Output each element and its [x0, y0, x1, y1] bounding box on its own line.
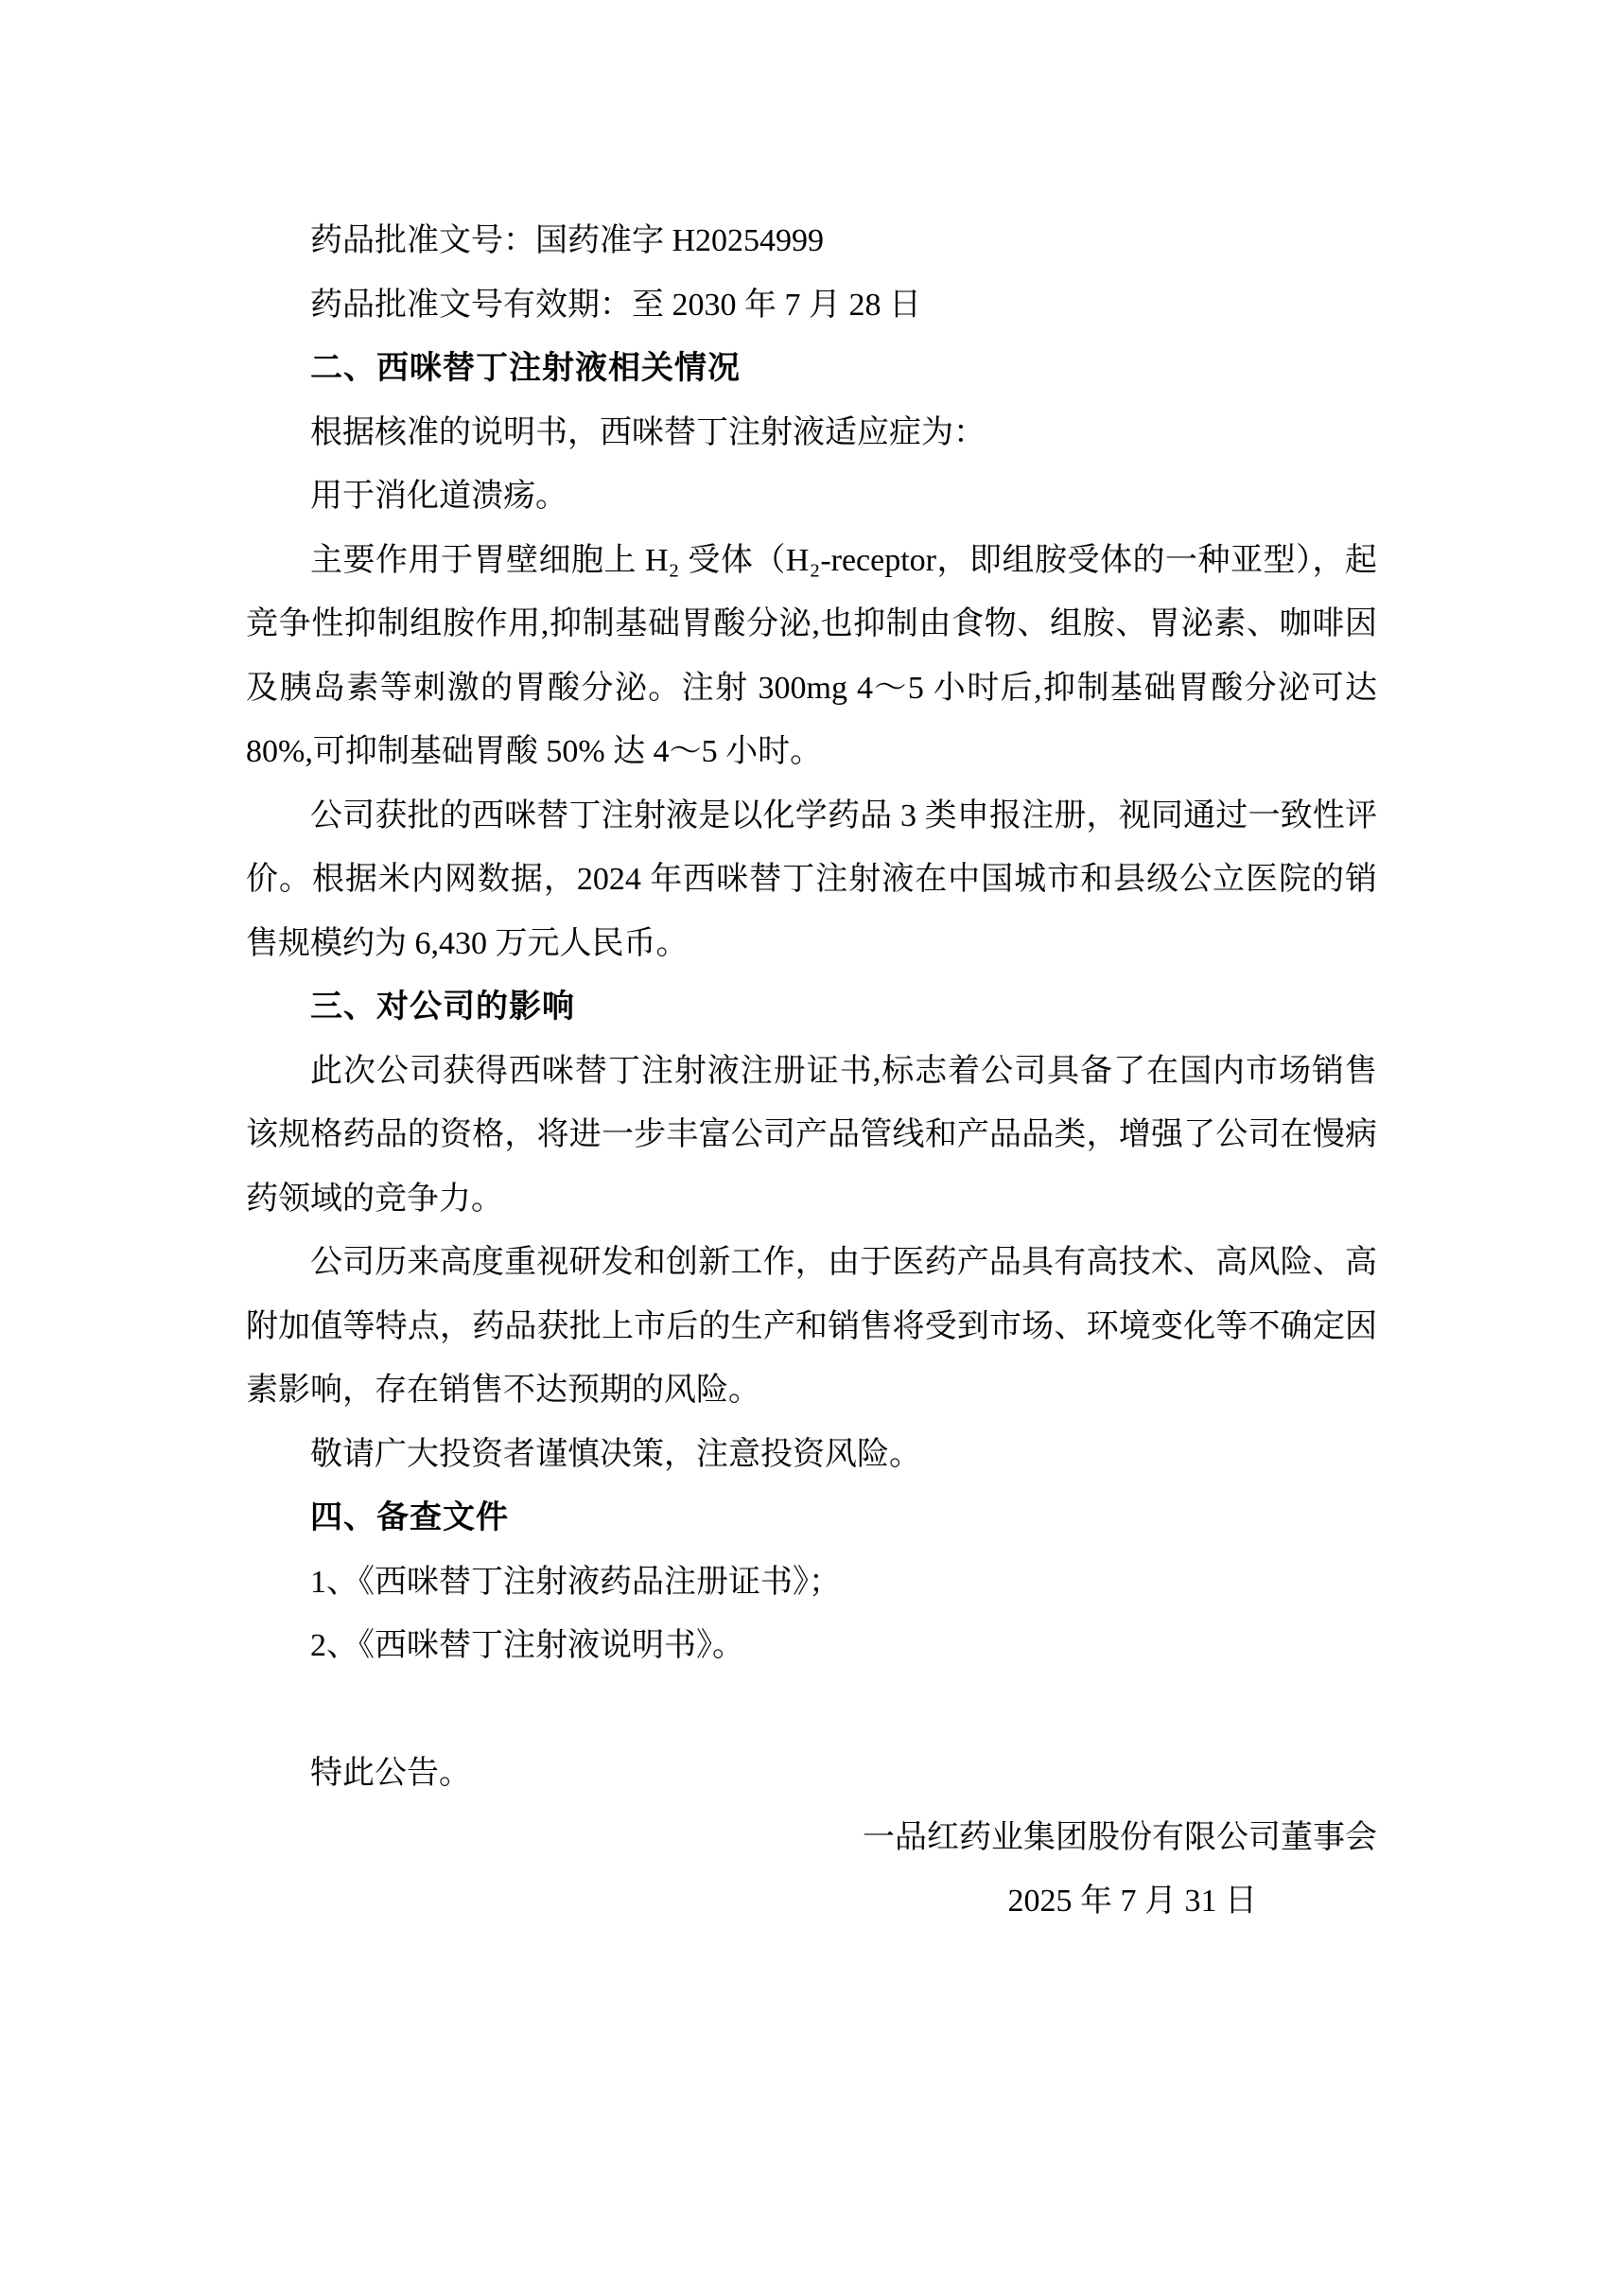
registration-paragraph-line-3: 售规模约为 6,430 万元人民币。: [246, 925, 689, 961]
section-2-heading: 二、西咪替丁注射液相关情况: [310, 350, 741, 386]
mechanism-paragraph-line-4: 80%,可抑制基础胃酸 50% 达 4～5 小时。: [246, 734, 823, 769]
section-4-heading: 四、备查文件: [310, 1499, 509, 1535]
signature-company-line: 一品红药业集团股份有限公司董事会: [863, 1819, 1377, 1855]
mechanism-paragraph-line-1: 主要作用于胃壁细胞上 H₂ 受体（H₂-receptor，即组胺受体的一种亚型），起: [310, 542, 1377, 578]
risk-paragraph-line-1: 公司历来高度重视研发和创新工作，由于医药产品具有高技术、高风险、高: [310, 1245, 1377, 1280]
signature-date-line: 2025 年 7 月 31 日: [1007, 1884, 1257, 1919]
impact-paragraph-line-2: 该规格药品的资格，将进一步丰富公司产品管线和产品品类，增强了公司在慢病: [246, 1117, 1377, 1152]
registration-paragraph-line-1: 公司获批的西咪替丁注射液是以化学药品 3 类申报注册，视同通过一致性评: [310, 797, 1377, 833]
mechanism-paragraph-line-2: 竞争性抑制组胺作用,抑制基础胃酸分泌,也抑制由食物、组胺、胃泌素、咖啡因: [246, 606, 1377, 641]
indication-line: 用于消化道溃疡。: [310, 479, 567, 514]
reference-doc-1: 1、《西咪替丁注射液药品注册证书》；: [310, 1564, 841, 1600]
approval-number-line: 药品批准文号：国药准字 H20254999: [310, 223, 825, 258]
approval-validity-line: 药品批准文号有效期：至 2030 年 7 月 28 日: [310, 287, 921, 323]
document-body: [246, 209, 1377, 1934]
blank-line: [246, 1678, 1377, 1743]
registration-paragraph-line-2: 价。根据米内网数据，2024 年西咪替丁注射液在中国城市和县级公立医院的销: [246, 862, 1377, 897]
mechanism-paragraph-line-3: 及胰岛素等刺激的胃酸分泌。注射 300mg 4～5 小时后,抑制基础胃酸分泌可达: [246, 670, 1377, 706]
impact-paragraph-line-1: 此次公司获得西咪替丁注射液注册证书,标志着公司具备了在国内市场销售: [310, 1053, 1377, 1089]
risk-paragraph-line-2: 附加值等特点，药品获批上市后的生产和销售将受到市场、环境变化等不确定因: [246, 1308, 1377, 1344]
announcement-closing-line: 特此公告。: [310, 1756, 471, 1791]
indication-intro-line: 根据核准的说明书，西咪替丁注射液适应症为：: [310, 414, 986, 450]
section-3-heading: 三、对公司的影响: [310, 989, 575, 1025]
investor-notice-line: 敬请广大投资者谨慎决策，注意投资风险。: [310, 1436, 921, 1472]
risk-paragraph-line-3: 素影响，存在销售不达预期的风险。: [246, 1373, 760, 1408]
impact-paragraph-line-3: 药领域的竞争力。: [246, 1181, 503, 1217]
reference-doc-2: 2、《西咪替丁注射液说明书》。: [310, 1628, 744, 1663]
